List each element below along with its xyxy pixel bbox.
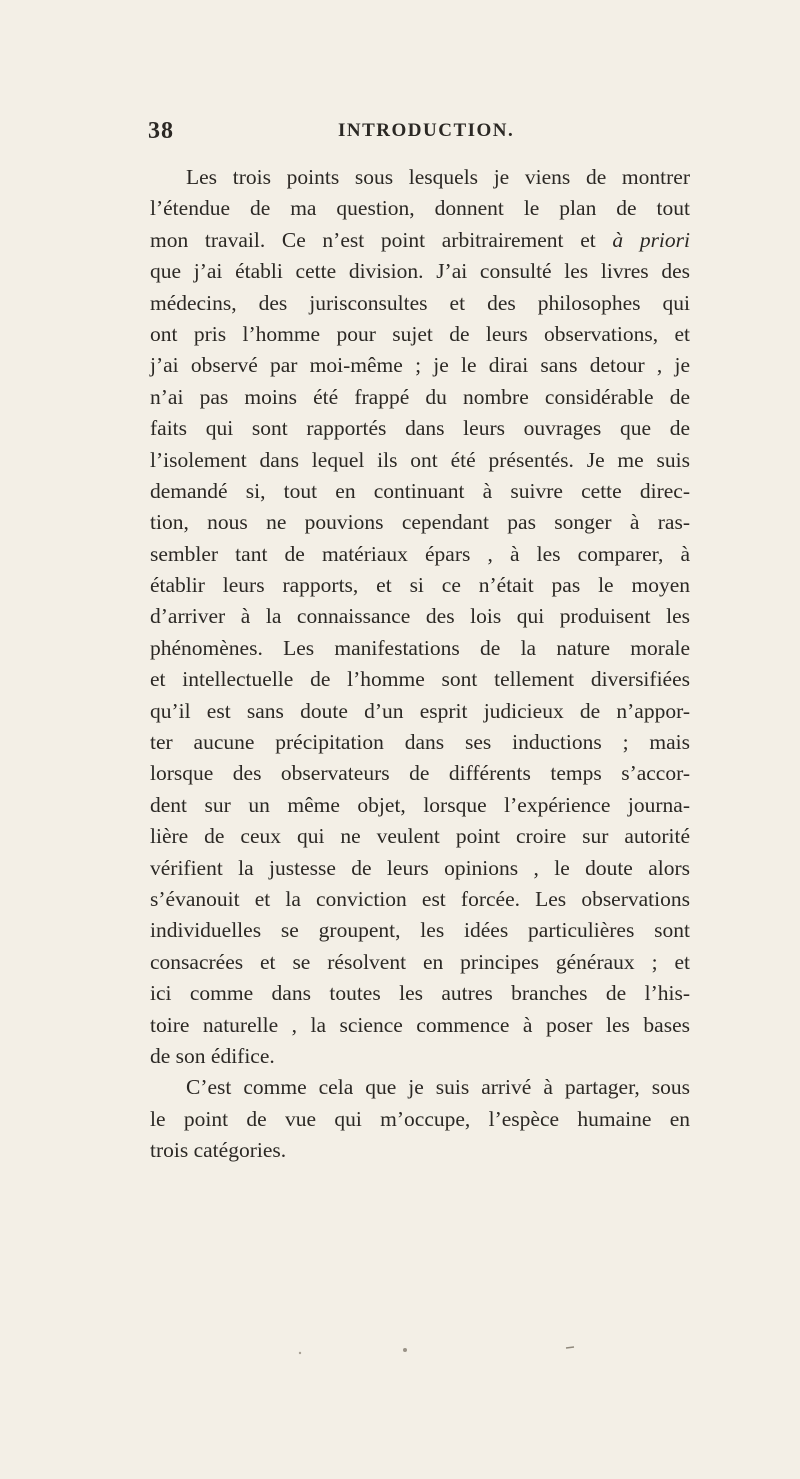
text-line: faits qui sont rapportés dans leurs ouvrages que de [150, 416, 690, 441]
text-line: lière de ceux qui ne veulent point croire sur autorité [150, 824, 690, 849]
text-line: médecins, des jurisconsultes et des philosophes qui [150, 290, 690, 315]
text-line: demandé si, tout en continuant à suivre cette direc- [150, 478, 690, 503]
text-line: n’ai pas moins été frappé du nombre considérable de [150, 384, 690, 409]
text-line: ont pris l’homme pour sujet de leurs observations, et [150, 321, 690, 346]
text-line: lorsque des observateurs de différents temps s’accor- [150, 761, 690, 786]
paper-speck [403, 1348, 407, 1352]
italic-phrase: à priori [612, 227, 690, 252]
text-line: qu’il est sans doute d’un esprit judicieux de n’appor- [150, 698, 690, 723]
text-line: Les trois points sous lesquels je viens de montrer [186, 165, 690, 189]
text-line: établir leurs rapports, et si ce n’était pas le moyen [150, 573, 690, 598]
text-line: le point de vue qui m’occupe, l’espèce humaine en [150, 1106, 690, 1131]
text-line: vérifient la justesse de leurs opinions , le doute alors [150, 855, 690, 880]
text-line: d’arriver à la connaissance des lois qui produisent les [150, 604, 690, 629]
text-line: et intellectuelle de l’homme sont tellement diversifiées [150, 667, 690, 692]
text-line: que j’ai établi cette division. J’ai consulté les livres des [150, 259, 690, 284]
text-line: phénomènes. Les manifestations de la nature morale [150, 635, 690, 660]
text-line: C’est comme cela que je suis arrivé à partager, sous [186, 1075, 690, 1100]
text-line: sembler tant de matériaux épars , à les comparer, à [150, 541, 690, 566]
text-line: ter aucune précipitation dans ses inductions ; mais [150, 730, 690, 755]
paper-speck [299, 1352, 301, 1354]
text-line: l’étendue de ma question, donnent le plan de tout [150, 196, 690, 221]
text-line: tion, nous ne pouvions cependant pas songer à ras- [150, 510, 690, 535]
running-title: INTRODUCTION. [338, 120, 515, 141]
text-line: j’ai observé par moi-même ; je le dirai sans detour , je [150, 353, 690, 378]
text-line: dent sur un même objet, lorsque l’expérience journa- [150, 792, 690, 817]
text-line: s’évanouit et la conviction est forcée. Les observations [150, 886, 690, 911]
text-line: ici comme dans toutes les autres branches de l’his- [150, 981, 690, 1006]
page-number: 38 [148, 118, 174, 144]
text-line: toire naturelle , la science commence à poser les bases [150, 1012, 690, 1037]
paper-speck [566, 1347, 574, 1348]
text-line: l’isolement dans lequel ils ont été présentés. Je me suis [150, 447, 690, 472]
text-line: trois catégories. [150, 1138, 287, 1163]
text-line: consacrées et se résolvent en principes généraux ; et [150, 949, 690, 974]
text-line: mon travail. Ce n’est point arbitrairement et à priori [150, 227, 690, 252]
text-line: de son édifice. [150, 1043, 275, 1068]
text-line: individuelles se groupent, les idées particulières sont [150, 918, 690, 943]
